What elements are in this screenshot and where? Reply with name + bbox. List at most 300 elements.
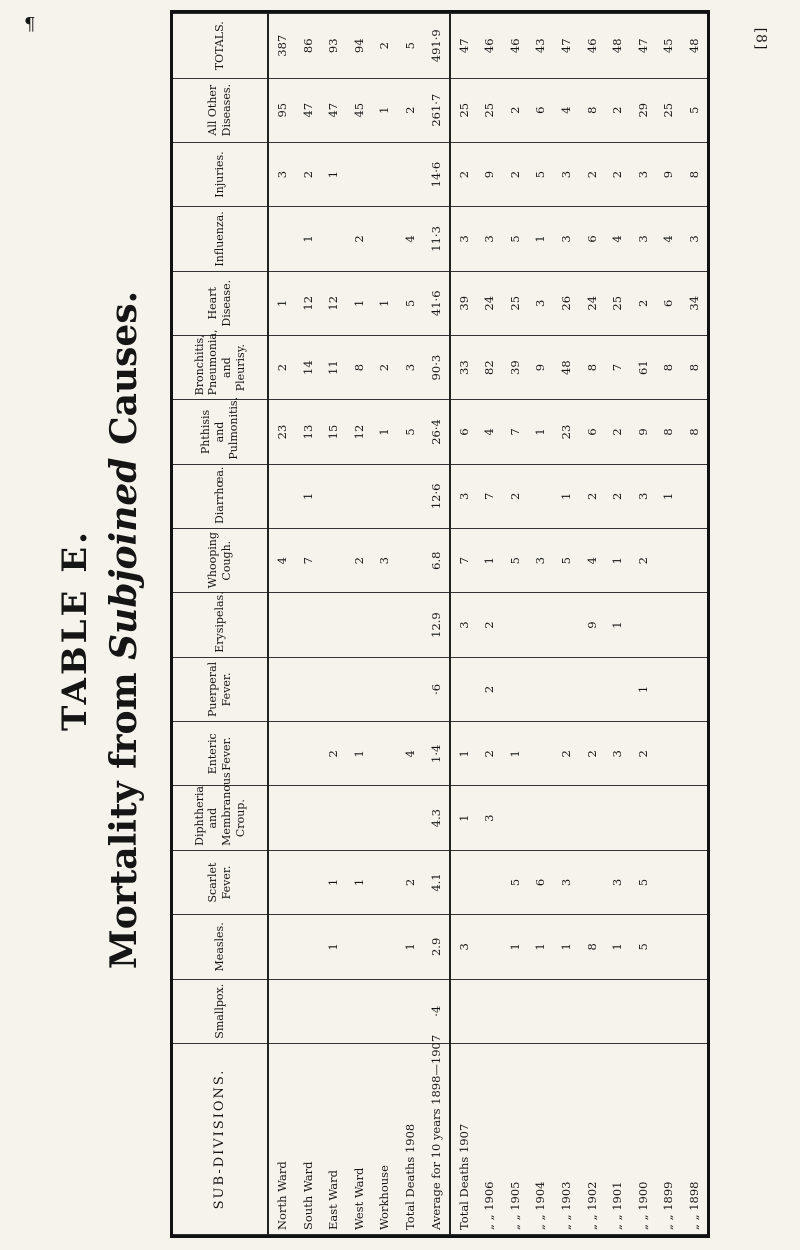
table-cell: 3 <box>372 529 398 593</box>
table-cell <box>681 850 707 914</box>
table-cell: 8 <box>346 335 372 399</box>
table-cell <box>656 786 682 850</box>
table-cell <box>528 464 554 528</box>
table-cell: 1 <box>295 464 321 528</box>
table-row <box>295 14 321 1235</box>
table-cell: 8 <box>656 335 682 399</box>
table-cell: 4 <box>268 529 295 593</box>
table-cell: 2 <box>397 850 423 914</box>
table-cell <box>268 850 295 914</box>
table-cell: 2 <box>553 722 579 786</box>
table-cell: 3 <box>528 529 554 593</box>
table-cell: 9 <box>528 335 554 399</box>
table-row <box>502 14 528 1235</box>
table-cell <box>681 915 707 979</box>
table-cell <box>630 786 656 850</box>
table-cell: 9 <box>579 593 605 657</box>
table-cell: 45 <box>656 14 682 79</box>
table-cell: 47 <box>321 78 347 142</box>
table-cell: 1 <box>346 271 372 335</box>
table-cell <box>268 593 295 657</box>
row-label: West Ward <box>346 1043 372 1234</box>
table-cell <box>372 786 398 850</box>
table-cell: 47 <box>553 14 579 79</box>
table-body <box>268 14 707 1235</box>
table-cell: 3 <box>681 207 707 271</box>
table-cell: 61 <box>630 335 656 399</box>
table-cell: 1 <box>630 657 656 721</box>
table-cell <box>321 207 347 271</box>
table-cell <box>630 593 656 657</box>
table-cell: 2 <box>630 529 656 593</box>
table-cell <box>397 786 423 850</box>
table-row <box>605 14 631 1235</box>
table-cell: 47 <box>630 14 656 79</box>
table-cell <box>579 786 605 850</box>
table-row <box>423 14 450 1235</box>
table-cell: 5 <box>630 850 656 914</box>
table-cell: 1 <box>450 722 477 786</box>
table-cell: 2 <box>268 335 295 399</box>
table-cell: 4 <box>605 207 631 271</box>
table-cell: 25 <box>450 78 477 142</box>
column-header: Erysipelas. <box>173 593 268 657</box>
table-cell: 6 <box>450 400 477 464</box>
table-cell <box>630 979 656 1043</box>
table-cell: 86 <box>295 14 321 79</box>
table-cell: 9 <box>656 142 682 206</box>
table-cell: 2 <box>450 142 477 206</box>
table-cell: 1·4 <box>423 722 450 786</box>
table-cell <box>605 657 631 721</box>
row-label: Total Deaths 1908 <box>397 1043 423 1234</box>
table-cell: 15 <box>321 400 347 464</box>
table-cell: 33 <box>450 335 477 399</box>
table-cell <box>528 657 554 721</box>
table-cell: 4 <box>477 400 503 464</box>
table-cell <box>681 786 707 850</box>
table-cell <box>397 529 423 593</box>
table-cell <box>579 657 605 721</box>
table-cell: 7 <box>502 400 528 464</box>
table-cell: 9 <box>630 400 656 464</box>
table-cell: 3 <box>605 722 631 786</box>
table-cell <box>295 979 321 1043</box>
column-header: Measles. <box>173 915 268 979</box>
column-header: Whooping Cough. <box>173 529 268 593</box>
title-prefix: Mortality from <box>103 659 145 970</box>
table-cell <box>502 593 528 657</box>
table-row <box>528 14 554 1235</box>
table-cell: 93 <box>321 14 347 79</box>
row-label: „ „ 1903 <box>553 1043 579 1234</box>
table-row <box>450 14 477 1235</box>
table-cell <box>372 979 398 1043</box>
column-header: Scarlet Fever. <box>173 850 268 914</box>
table-cell <box>295 850 321 914</box>
table-cell: 3 <box>553 850 579 914</box>
column-header: Diarrhœa. <box>173 464 268 528</box>
table-cell: 3 <box>630 142 656 206</box>
table-cell: 3 <box>450 464 477 528</box>
table-cell <box>528 722 554 786</box>
table-cell: 2 <box>397 78 423 142</box>
table-cell: 25 <box>477 78 503 142</box>
table-cell: 6 <box>579 207 605 271</box>
table-cell <box>656 722 682 786</box>
table-cell: 2 <box>346 529 372 593</box>
table-cell <box>346 786 372 850</box>
table-cell: 3 <box>630 464 656 528</box>
table-row <box>477 14 503 1235</box>
table-label: TABLE E. <box>55 529 95 731</box>
table-cell: 11 <box>321 335 347 399</box>
table-cell: 3 <box>450 207 477 271</box>
column-header: TOTALS. <box>173 14 268 79</box>
table-cell <box>656 529 682 593</box>
table-cell <box>372 722 398 786</box>
table-cell <box>321 979 347 1043</box>
table-cell: 6 <box>579 400 605 464</box>
table-cell <box>502 786 528 850</box>
column-header: Diphtheria and Membranous Croup. <box>173 786 268 850</box>
table-cell <box>553 786 579 850</box>
page-mark: ¶ <box>24 14 36 35</box>
row-label: North Ward <box>268 1043 295 1234</box>
table-cell <box>656 593 682 657</box>
table-cell: 1 <box>502 722 528 786</box>
table-cell: 1 <box>372 271 398 335</box>
table-cell <box>656 979 682 1043</box>
table-cell: 2 <box>605 142 631 206</box>
table-cell: 2 <box>477 593 503 657</box>
table-cell <box>346 657 372 721</box>
table-cell: 1 <box>372 400 398 464</box>
table-cell <box>268 979 295 1043</box>
table-row <box>656 14 682 1235</box>
table-cell <box>502 657 528 721</box>
table-cell: 46 <box>502 14 528 79</box>
table-cell: 3 <box>477 786 503 850</box>
column-header: Smallpox. <box>173 979 268 1043</box>
table-cell: 1 <box>346 850 372 914</box>
table-cell: 95 <box>268 78 295 142</box>
table-cell: 5 <box>553 529 579 593</box>
table-cell <box>605 786 631 850</box>
table-cell: 7 <box>295 529 321 593</box>
table-cell <box>656 657 682 721</box>
table-cell <box>321 657 347 721</box>
table-cell: 26 <box>553 271 579 335</box>
column-header: Enteric Fever. <box>173 722 268 786</box>
table-cell: 2 <box>295 142 321 206</box>
table-cell: 1 <box>553 464 579 528</box>
table-cell <box>346 979 372 1043</box>
table-cell <box>321 593 347 657</box>
table-cell: 1 <box>450 786 477 850</box>
table-cell: 2 <box>346 207 372 271</box>
table-cell: 1 <box>605 529 631 593</box>
mortality-table <box>173 13 707 1235</box>
table-cell: 1 <box>553 915 579 979</box>
table-cell <box>372 142 398 206</box>
table-cell: 46 <box>579 14 605 79</box>
table-cell: 1 <box>477 529 503 593</box>
table-cell: 39 <box>502 335 528 399</box>
table-cell <box>346 915 372 979</box>
table-row <box>681 14 707 1235</box>
table-cell <box>372 657 398 721</box>
table-cell <box>346 464 372 528</box>
table-cell: 1 <box>321 915 347 979</box>
table-cell <box>268 915 295 979</box>
table-cell: 90·3 <box>423 335 450 399</box>
table-cell: 5 <box>630 915 656 979</box>
table-cell: 4 <box>579 529 605 593</box>
table-cell: 94 <box>346 14 372 79</box>
table-cell: 6 <box>528 78 554 142</box>
row-label: „ „ 1899 <box>656 1043 682 1234</box>
table-cell: 14 <box>295 335 321 399</box>
table-cell: 8 <box>681 335 707 399</box>
table-cell: 47 <box>295 78 321 142</box>
table-cell: 1 <box>528 207 554 271</box>
table-cell: 3 <box>605 850 631 914</box>
table-cell: 26·4 <box>423 400 450 464</box>
table-cell: 5 <box>681 78 707 142</box>
table-cell <box>372 464 398 528</box>
title-suffix: Causes. <box>103 290 145 458</box>
table-cell: 3 <box>528 271 554 335</box>
table-cell: 2 <box>579 722 605 786</box>
table-cell <box>450 850 477 914</box>
row-label: South Ward <box>295 1043 321 1234</box>
table-cell: 1 <box>321 142 347 206</box>
table-cell <box>450 979 477 1043</box>
table-cell <box>372 207 398 271</box>
table-cell: 3 <box>397 335 423 399</box>
table-cell: ·4 <box>423 979 450 1043</box>
table-cell: 46 <box>477 14 503 79</box>
table-cell: 5 <box>502 207 528 271</box>
table-cell: 5 <box>502 850 528 914</box>
table-cell: 2.9 <box>423 915 450 979</box>
table-cell: 47 <box>450 14 477 79</box>
table-cell: 25 <box>502 271 528 335</box>
table-cell: 48 <box>605 14 631 79</box>
row-label: „ „ 1901 <box>605 1043 631 1234</box>
column-header: Phthisis and Pulmonitis. <box>173 400 268 464</box>
table-cell: 2 <box>579 142 605 206</box>
table-cell: 2 <box>630 271 656 335</box>
table-cell <box>477 979 503 1043</box>
table-cell: 11·3 <box>423 207 450 271</box>
table-cell: 2 <box>477 722 503 786</box>
table-cell: 41·6 <box>423 271 450 335</box>
header-row <box>173 14 268 1235</box>
table-cell: 3 <box>477 207 503 271</box>
column-header: Heart Disease. <box>173 271 268 335</box>
table-cell: 3 <box>553 142 579 206</box>
table-cell: 23 <box>268 400 295 464</box>
table-cell: 25 <box>656 78 682 142</box>
row-label: „ „ 1904 <box>528 1043 554 1234</box>
table-cell <box>605 979 631 1043</box>
table-cell: 12 <box>295 271 321 335</box>
table-cell: 45 <box>346 78 372 142</box>
table-cell: 6 <box>656 271 682 335</box>
folio-number <box>740 27 780 51</box>
title-italic: Subjoined <box>103 457 145 660</box>
table-cell: ·6 <box>423 657 450 721</box>
table-cell: 29 <box>630 78 656 142</box>
table-cell: 14·6 <box>423 142 450 206</box>
table-cell <box>528 979 554 1043</box>
table-cell <box>372 593 398 657</box>
table-cell <box>477 850 503 914</box>
table-cell <box>681 593 707 657</box>
column-header: Influenza. <box>173 207 268 271</box>
table-cell: 9 <box>477 142 503 206</box>
table-cell: 12 <box>346 400 372 464</box>
table-cell <box>295 786 321 850</box>
table-cell <box>681 657 707 721</box>
table-cell <box>579 850 605 914</box>
table-cell <box>268 657 295 721</box>
table-cell: 48 <box>681 14 707 79</box>
table-cell <box>450 657 477 721</box>
table-cell: 13 <box>295 400 321 464</box>
row-label: Total Deaths 1907 <box>450 1043 477 1234</box>
table-cell: 7 <box>450 529 477 593</box>
table-cell <box>295 915 321 979</box>
column-header: Puerperal Fever. <box>173 657 268 721</box>
table-cell <box>346 593 372 657</box>
row-label: „ „ 1898 <box>681 1043 707 1234</box>
table-cell: 8 <box>656 400 682 464</box>
table-cell: 7 <box>477 464 503 528</box>
table-cell: 1 <box>605 593 631 657</box>
column-header: All Other Diseases. <box>173 78 268 142</box>
table-cell: 2 <box>605 464 631 528</box>
table-cell: 4.3 <box>423 786 450 850</box>
table-cell: 25 <box>605 271 631 335</box>
mortality-table-frame <box>170 10 710 1238</box>
row-label: East Ward <box>321 1043 347 1234</box>
table-cell: 387 <box>268 14 295 79</box>
table-cell <box>681 979 707 1043</box>
table-cell: 2 <box>477 657 503 721</box>
table-cell: 43 <box>528 14 554 79</box>
table-cell <box>268 464 295 528</box>
table-cell <box>372 915 398 979</box>
column-header: Bronchitis, Pneumonia, and Pleurisy. <box>173 335 268 399</box>
table-cell: 4.1 <box>423 850 450 914</box>
table-cell: 1 <box>528 915 554 979</box>
table-cell: 4 <box>656 207 682 271</box>
table-cell <box>321 464 347 528</box>
table-cell: 5 <box>397 400 423 464</box>
table-cell <box>268 786 295 850</box>
row-label: „ „ 1905 <box>502 1043 528 1234</box>
table-cell: 1 <box>605 915 631 979</box>
table-cell: 7 <box>605 335 631 399</box>
table-cell <box>397 657 423 721</box>
table-cell: 1 <box>397 915 423 979</box>
table-cell: 8 <box>579 915 605 979</box>
table-cell: 34 <box>681 271 707 335</box>
table-cell <box>528 786 554 850</box>
table-cell: 3 <box>553 207 579 271</box>
table-row <box>397 14 423 1235</box>
table-cell: 4 <box>553 78 579 142</box>
table-cell <box>295 593 321 657</box>
table-row <box>372 14 398 1235</box>
row-label: Workhouse <box>372 1043 398 1234</box>
table-cell <box>553 593 579 657</box>
table-cell: 2 <box>605 78 631 142</box>
table-cell <box>268 722 295 786</box>
table-cell <box>397 979 423 1043</box>
table-row <box>553 14 579 1235</box>
table-cell: 3 <box>450 915 477 979</box>
table-cell <box>553 979 579 1043</box>
table-cell: 2 <box>605 400 631 464</box>
table-cell <box>372 850 398 914</box>
table-cell <box>579 979 605 1043</box>
table-cell <box>346 142 372 206</box>
table-title <box>103 291 145 969</box>
table-cell: 5 <box>528 142 554 206</box>
table-cell <box>397 464 423 528</box>
table-cell: 48 <box>553 335 579 399</box>
table-cell: 1 <box>295 207 321 271</box>
table-cell: 23 <box>553 400 579 464</box>
table-cell: 3 <box>630 207 656 271</box>
table-cell <box>502 979 528 1043</box>
table-cell <box>656 915 682 979</box>
table-cell <box>321 786 347 850</box>
table-cell: 1 <box>321 850 347 914</box>
table-cell: 2 <box>579 464 605 528</box>
table-cell: 5 <box>397 14 423 79</box>
table-cell: 8 <box>681 142 707 206</box>
table-cell: 82 <box>477 335 503 399</box>
table-cell <box>681 529 707 593</box>
table-row <box>346 14 372 1235</box>
table-cell: 8 <box>579 78 605 142</box>
table-cell: 5 <box>397 271 423 335</box>
table-cell: 5 <box>502 529 528 593</box>
table-cell <box>321 529 347 593</box>
table-cell: 2 <box>502 142 528 206</box>
folio-text: [8] <box>752 27 768 51</box>
table-cell: 1 <box>372 78 398 142</box>
row-label: Average for 10 years 1898—1907 <box>423 1043 450 1234</box>
table-cell: 2 <box>372 14 398 79</box>
table-cell: 24 <box>477 271 503 335</box>
table-cell <box>553 657 579 721</box>
table-cell: 2 <box>502 464 528 528</box>
table-cell <box>397 593 423 657</box>
table-row <box>579 14 605 1235</box>
table-cell: 1 <box>346 722 372 786</box>
table-cell: 3 <box>450 593 477 657</box>
table-cell: 12 <box>321 271 347 335</box>
table-cell <box>295 722 321 786</box>
table-row <box>321 14 347 1235</box>
table-cell: 39 <box>450 271 477 335</box>
